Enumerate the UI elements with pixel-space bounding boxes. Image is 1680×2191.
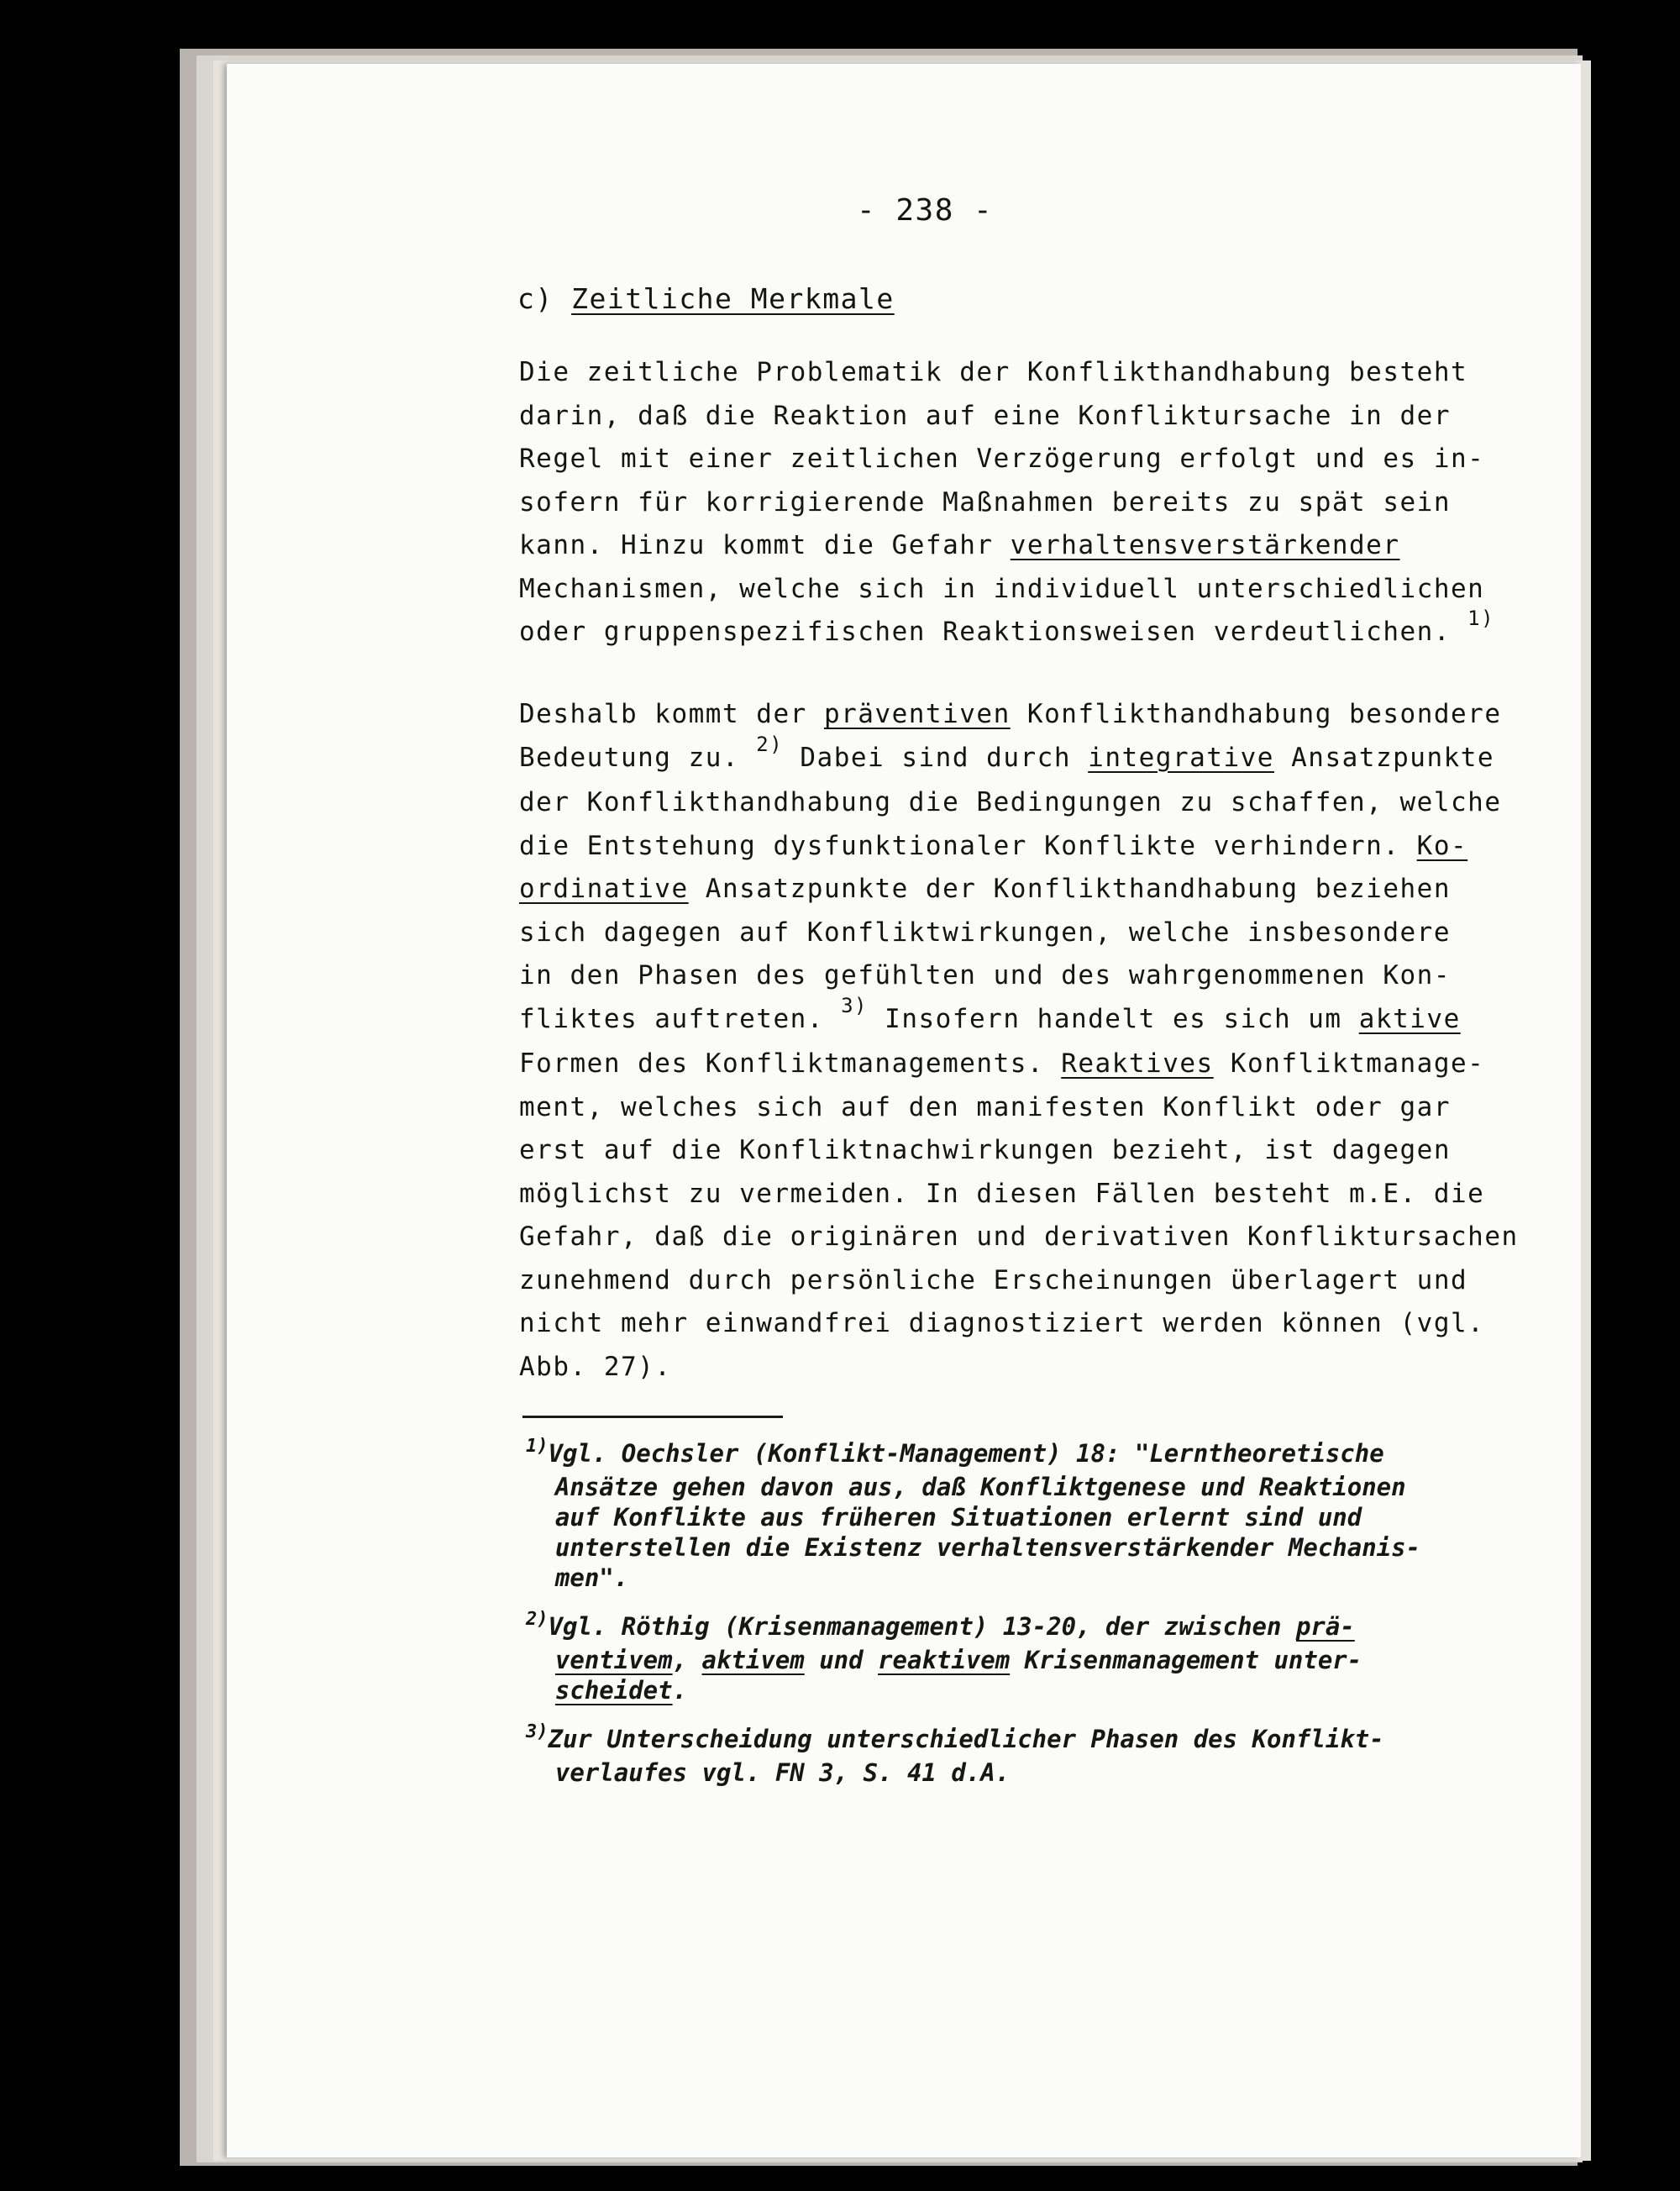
footnote-line: men". [554, 1563, 629, 1592]
text-segment: Deshalb kommt der [519, 699, 824, 729]
footnote-line: unterstellen die Existenz verhaltensverstärkender Mechanis- [554, 1533, 1421, 1562]
footnote-ref: 1) [1467, 607, 1495, 630]
footnote-segment: Krisenmanagement unter- [1010, 1646, 1362, 1674]
heading-title: Zeitliche Merkmale [571, 282, 895, 315]
text-line: Mechanismen, welche sich in individuell unterschiedlichen [519, 573, 1485, 604]
text-segment: Konflikthandhabung besondere [1010, 699, 1502, 729]
text-line: kann. Hinzu kommt die Gefahr [519, 530, 1011, 560]
text-line: ment, welches sich auf den manifesten Konflikt oder gar [519, 1091, 1451, 1122]
text-line: der Konflikthandhabung die Bedingungen zu schaffen, welche [519, 787, 1502, 817]
footnote-2 [526, 1611, 1362, 1705]
text-line: Abb. 27). [519, 1351, 672, 1382]
footnote-3 [526, 1721, 1384, 1788]
section-heading [517, 282, 895, 315]
text-line: möglichst zu vermeiden. In diesen Fällen besteht m.E. die [519, 1178, 1485, 1209]
text-line: Die zeitliche Problematik der Konflikthandhabung besteht [519, 357, 1468, 387]
footnote-line: Vgl. Oechsler (Konflikt-Management) 18: "Lerntheoretische [548, 1439, 1384, 1468]
text-line: zunehmend durch persönliche Erscheinungen überlagert und [519, 1264, 1468, 1295]
footnote-mark: 1) [526, 1436, 549, 1457]
underlined-term: prä- [1295, 1612, 1355, 1641]
text-line: erst auf die Konfliktnachwirkungen bezieht, ist dagegen [519, 1135, 1451, 1165]
text-segment: Konfliktmanage- [1213, 1048, 1485, 1079]
footnote-1 [526, 1438, 1420, 1593]
text-line: oder gruppenspezifischen Reaktionsweisen verdeutlichen. [519, 617, 1468, 647]
underlined-term: Reaktives [1061, 1048, 1214, 1079]
text-segment: Bedeutung zu. [519, 742, 757, 773]
text-line: Gefahr, daß die originären und derivativen Konfliktursachen [519, 1222, 1519, 1252]
underlined-term: aktivem [701, 1646, 805, 1674]
footnote-segment: Vgl. Röthig (Krisenmanagement) 13-20, der zwischen [548, 1612, 1296, 1641]
footnote-ref: 2) [756, 732, 784, 756]
footnote-segment: , [672, 1646, 702, 1674]
text-line: sich dagegen auf Konfliktwirkungen, welche insbesondere [519, 917, 1451, 948]
text-line: sofern für korrigierende Maßnahmen bereits zu spät sein [519, 486, 1451, 518]
footnote-segment: und [804, 1646, 879, 1674]
footnote-mark: 2) [526, 1609, 549, 1630]
text-line: Regel mit einer zeitlichen Verzögerung erfolgt und es in- [519, 444, 1485, 474]
underlined-term: präventiven [823, 699, 1011, 729]
text-line: darin, daß die Reaktion auf eine Konfliktursache in der [519, 400, 1451, 431]
underlined-term: aktive [1358, 1003, 1461, 1034]
footnote-line: verlaufes vgl. FN 3, S. 41 d.A. [554, 1758, 1011, 1787]
paragraph-1 [519, 351, 1494, 656]
underlined-term: ventivem [554, 1646, 673, 1674]
underlined-term: verhaltensverstärkender [1010, 530, 1400, 560]
underlined-term: scheidet [554, 1676, 673, 1705]
text-segment: fliktes auftreten. [519, 1003, 842, 1034]
paragraph-2 [519, 693, 1519, 1389]
heading-prefix: c) [517, 282, 572, 315]
page-number: - 238 - [857, 193, 994, 228]
footnote-line: Ansätze gehen davon aus, daß Konfliktgenese und Reaktionen [554, 1473, 1406, 1501]
footnote-line: auf Konflikte aus früheren Situationen erlernt sind und [554, 1503, 1362, 1532]
underlined-term: reaktivem [878, 1646, 1011, 1674]
text-line: in den Phasen des gefühlten und des wahrgenommenen Kon- [519, 960, 1451, 990]
footnote-mark: 3) [526, 1721, 549, 1742]
footnote-ref: 3) [841, 993, 869, 1017]
text-line: nicht mehr einwandfrei diagnostiziert werden können (vgl. [519, 1308, 1485, 1338]
underlined-term: Ko- [1416, 830, 1468, 861]
footnote-line: Zur Unterscheidung unterschiedlicher Phasen des Konflikt- [548, 1725, 1384, 1753]
footnote-separator [522, 1416, 783, 1418]
text-segment: die Entstehung dysfunktionaler Konflikte verhindern. [519, 830, 1417, 861]
text-segment: Dabei sind durch [783, 742, 1089, 773]
underlined-term: ordinative [519, 874, 689, 904]
footnote-segment: . [672, 1676, 688, 1705]
text-segment: Ansatzpunkte der Konflikthandhabung beziehen [688, 874, 1452, 904]
text-segment: Ansatzpunkte [1273, 742, 1495, 773]
underlined-term: integrative [1088, 742, 1274, 773]
text-segment: Insofern handelt es sich um [868, 1003, 1359, 1034]
text-segment: Formen des Konfliktmanagements. [519, 1048, 1062, 1079]
